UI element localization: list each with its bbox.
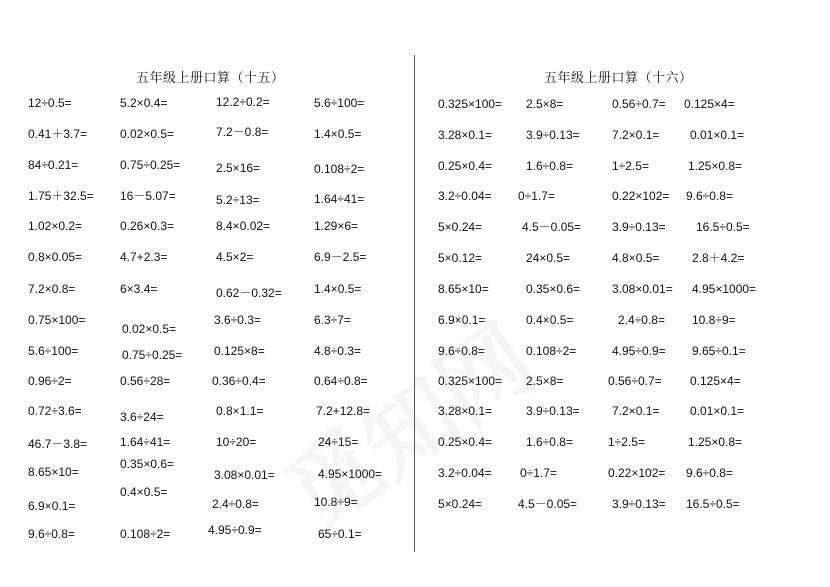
worksheet-right (416, 0, 830, 587)
arithmetic-problem: 0.125×4= (690, 374, 741, 388)
arithmetic-problem: 1.64÷41= (314, 192, 365, 206)
arithmetic-problem: 65÷0.1= (318, 527, 362, 541)
arithmetic-problem: 3.2÷0.04= (438, 189, 492, 203)
arithmetic-problem: 0.02×0.5= (120, 127, 175, 141)
arithmetic-problem: 0.01×0.1= (690, 404, 745, 418)
arithmetic-problem: 0.56÷0.7= (608, 374, 662, 388)
arithmetic-problem: 0.325×100= (438, 97, 503, 111)
arithmetic-problem: 0.4×0.5= (526, 313, 574, 327)
arithmetic-problem: 9.65÷0.1= (692, 344, 746, 358)
arithmetic-problem: 2.8＋4.2= (692, 251, 745, 265)
arithmetic-problem: 3.6÷24= (120, 410, 164, 424)
arithmetic-problem: 7.2－0.8= (216, 125, 269, 139)
arithmetic-problem: 7.2+12.8= (316, 404, 371, 418)
arithmetic-problem: 0.108÷2= (120, 527, 171, 541)
arithmetic-problem: 8.65×10= (28, 465, 79, 479)
arithmetic-problem: 0.75×100= (28, 313, 86, 327)
arithmetic-problem: 0.25×0.4= (438, 159, 493, 173)
arithmetic-problem: 0.108÷2= (526, 344, 577, 358)
arithmetic-problem: 16－5.07= (120, 189, 176, 203)
arithmetic-problem: 2.4÷0.8= (618, 313, 665, 327)
arithmetic-problem: 0.8×1.1= (216, 404, 264, 418)
arithmetic-problem: 4.7+2.3= (120, 250, 168, 264)
arithmetic-problem: 0.125×4= (684, 97, 735, 111)
arithmetic-problem: 8.4×0.02= (216, 219, 271, 233)
arithmetic-problem: 0.35×0.6= (526, 282, 581, 296)
arithmetic-problem: 12.2÷0.2= (216, 95, 270, 109)
arithmetic-problem: 9.6÷0.8= (438, 344, 485, 358)
arithmetic-problem: 0.72÷3.6= (28, 404, 82, 418)
arithmetic-problem: 0.26×0.3= (120, 219, 175, 233)
arithmetic-problem: 6.3÷7= (314, 313, 351, 327)
arithmetic-problem: 3.08×0.01= (612, 282, 673, 296)
arithmetic-problem: 0.108÷2= (314, 162, 365, 176)
arithmetic-problem: 0.02×0.5= (122, 322, 177, 336)
arithmetic-problem: 0.22×102= (612, 189, 670, 203)
arithmetic-problem: 0.75÷0.25= (120, 158, 181, 172)
arithmetic-problem: 4.95÷0.9= (612, 344, 666, 358)
arithmetic-problem: 6.9×0.1= (28, 499, 76, 513)
arithmetic-problem: 6.9×0.1= (438, 313, 486, 327)
arithmetic-problem: 0.35×0.6= (120, 457, 175, 471)
arithmetic-problem: 5×0.12= (438, 251, 483, 265)
arithmetic-problem: 4.5×2= (216, 250, 254, 264)
arithmetic-problem: 3.28×0.1= (438, 128, 493, 142)
arithmetic-problem: 46.7－3.8= (28, 437, 88, 451)
arithmetic-problem: 0.56÷28= (120, 374, 171, 388)
arithmetic-problem: 3.28×0.1= (438, 404, 493, 418)
arithmetic-problem: 3.9÷0.13= (526, 128, 580, 142)
arithmetic-problem: 5.6÷100= (28, 344, 79, 358)
arithmetic-problem: 9.6÷0.8= (28, 527, 75, 541)
arithmetic-problem: 16.5÷0.5= (686, 497, 740, 511)
arithmetic-problem: 1.02×0.2= (28, 219, 83, 233)
arithmetic-problem: 5×0.24= (438, 220, 483, 234)
arithmetic-problem: 0.22×102= (608, 466, 666, 480)
arithmetic-problem: 2.5×16= (216, 161, 261, 175)
arithmetic-problem: 8.65×10= (438, 282, 489, 296)
worksheet-title: 五年级上册口算（十六） (544, 71, 693, 86)
arithmetic-problem: 7.2×0.8= (28, 282, 76, 296)
arithmetic-problem: 1.64÷41= (120, 435, 171, 449)
arithmetic-problem: 3.9÷0.13= (612, 220, 666, 234)
arithmetic-problem: 3.6÷0.3= (214, 313, 261, 327)
arithmetic-problem: 1.25×0.8= (688, 435, 743, 449)
arithmetic-problem: 1.25×0.8= (688, 159, 743, 173)
arithmetic-problem: 0.62－0.32= (216, 286, 282, 300)
arithmetic-problem: 0.64÷0.8= (314, 374, 368, 388)
arithmetic-problem: 3.2÷0.04= (438, 466, 492, 480)
arithmetic-problem: 0.41＋3.7= (28, 127, 88, 141)
arithmetic-problem: 3.9÷0.13= (612, 497, 666, 511)
arithmetic-problem: 0.75÷0.25= (122, 348, 183, 362)
arithmetic-problem: 24÷15= (318, 435, 359, 449)
arithmetic-problem: 0.325×100= (438, 374, 503, 388)
arithmetic-problem: 2.4÷0.8= (212, 497, 259, 511)
arithmetic-problem: 0.4×0.5= (120, 485, 168, 499)
arithmetic-problem: 24×0.5= (526, 251, 571, 265)
arithmetic-problem: 3.9÷0.13= (526, 404, 580, 418)
arithmetic-problem: 1÷2.5= (608, 435, 645, 449)
arithmetic-problem: 0.01×0.1= (690, 128, 745, 142)
arithmetic-problem: 12÷0.5= (28, 96, 72, 110)
arithmetic-problem: 1.6÷0.8= (526, 435, 573, 449)
arithmetic-problem: 2.5×8= (526, 374, 564, 388)
worksheet-title: 五年级上册口算（十五） (136, 71, 285, 86)
arithmetic-problem: 5.2×0.4= (120, 96, 168, 110)
arithmetic-problem: 0.125×8= (214, 344, 265, 358)
arithmetic-problem: 4.95×1000= (692, 282, 757, 296)
arithmetic-problem: 84÷0.21= (28, 158, 79, 172)
arithmetic-problem: 9.6÷0.8= (686, 189, 733, 203)
arithmetic-problem: 1.4×0.5= (314, 127, 362, 141)
arithmetic-problem: 4.95×1000= (318, 467, 383, 481)
arithmetic-problem: 0.56÷0.7= (612, 97, 666, 111)
arithmetic-problem: 7.2×0.1= (612, 404, 660, 418)
arithmetic-problem: 1.4×0.5= (314, 282, 362, 296)
arithmetic-problem: 10÷20= (216, 435, 257, 449)
arithmetic-problem: 3.08×0.01= (214, 468, 275, 482)
arithmetic-problem: 0.25×0.4= (438, 435, 493, 449)
arithmetic-problem: 1.29×6= (314, 219, 359, 233)
arithmetic-problem: 1÷2.5= (612, 159, 649, 173)
arithmetic-problem: 0÷1.7= (520, 466, 557, 480)
arithmetic-problem: 1.6÷0.8= (526, 159, 573, 173)
arithmetic-problem: 0.36÷0.4= (212, 374, 266, 388)
arithmetic-problem: 5.6÷100= (314, 96, 365, 110)
arithmetic-problem: 5×0.24= (438, 497, 483, 511)
arithmetic-problem: 6×3.4= (120, 282, 158, 296)
arithmetic-problem: 10.8÷9= (314, 495, 358, 509)
arithmetic-problem: 10.8÷9= (692, 313, 736, 327)
arithmetic-problem: 2.5×8= (526, 97, 564, 111)
arithmetic-problem: 9.6÷0.8= (686, 466, 733, 480)
column-divider (414, 55, 415, 552)
arithmetic-problem: 4.8×0.5= (612, 251, 660, 265)
arithmetic-problem: 5.2÷13= (216, 193, 260, 207)
arithmetic-problem: 0.96÷2= (28, 374, 72, 388)
arithmetic-problem: 7.2×0.1= (612, 128, 660, 142)
arithmetic-problem: 16.5÷0.5= (696, 220, 750, 234)
arithmetic-problem: 0.8×0.05= (28, 250, 83, 264)
arithmetic-problem: 6.9－2.5= (314, 250, 367, 264)
arithmetic-problem: 4.95÷0.9= (208, 523, 262, 537)
arithmetic-problem: 4.5－0.05= (518, 497, 578, 511)
arithmetic-problem: 4.5－0.05= (522, 220, 582, 234)
arithmetic-problem: 0÷1.7= (518, 189, 555, 203)
arithmetic-problem: 4.8÷0.3= (314, 344, 361, 358)
arithmetic-problem: 1.75＋32.5= (28, 189, 94, 203)
worksheet-left (0, 0, 414, 587)
